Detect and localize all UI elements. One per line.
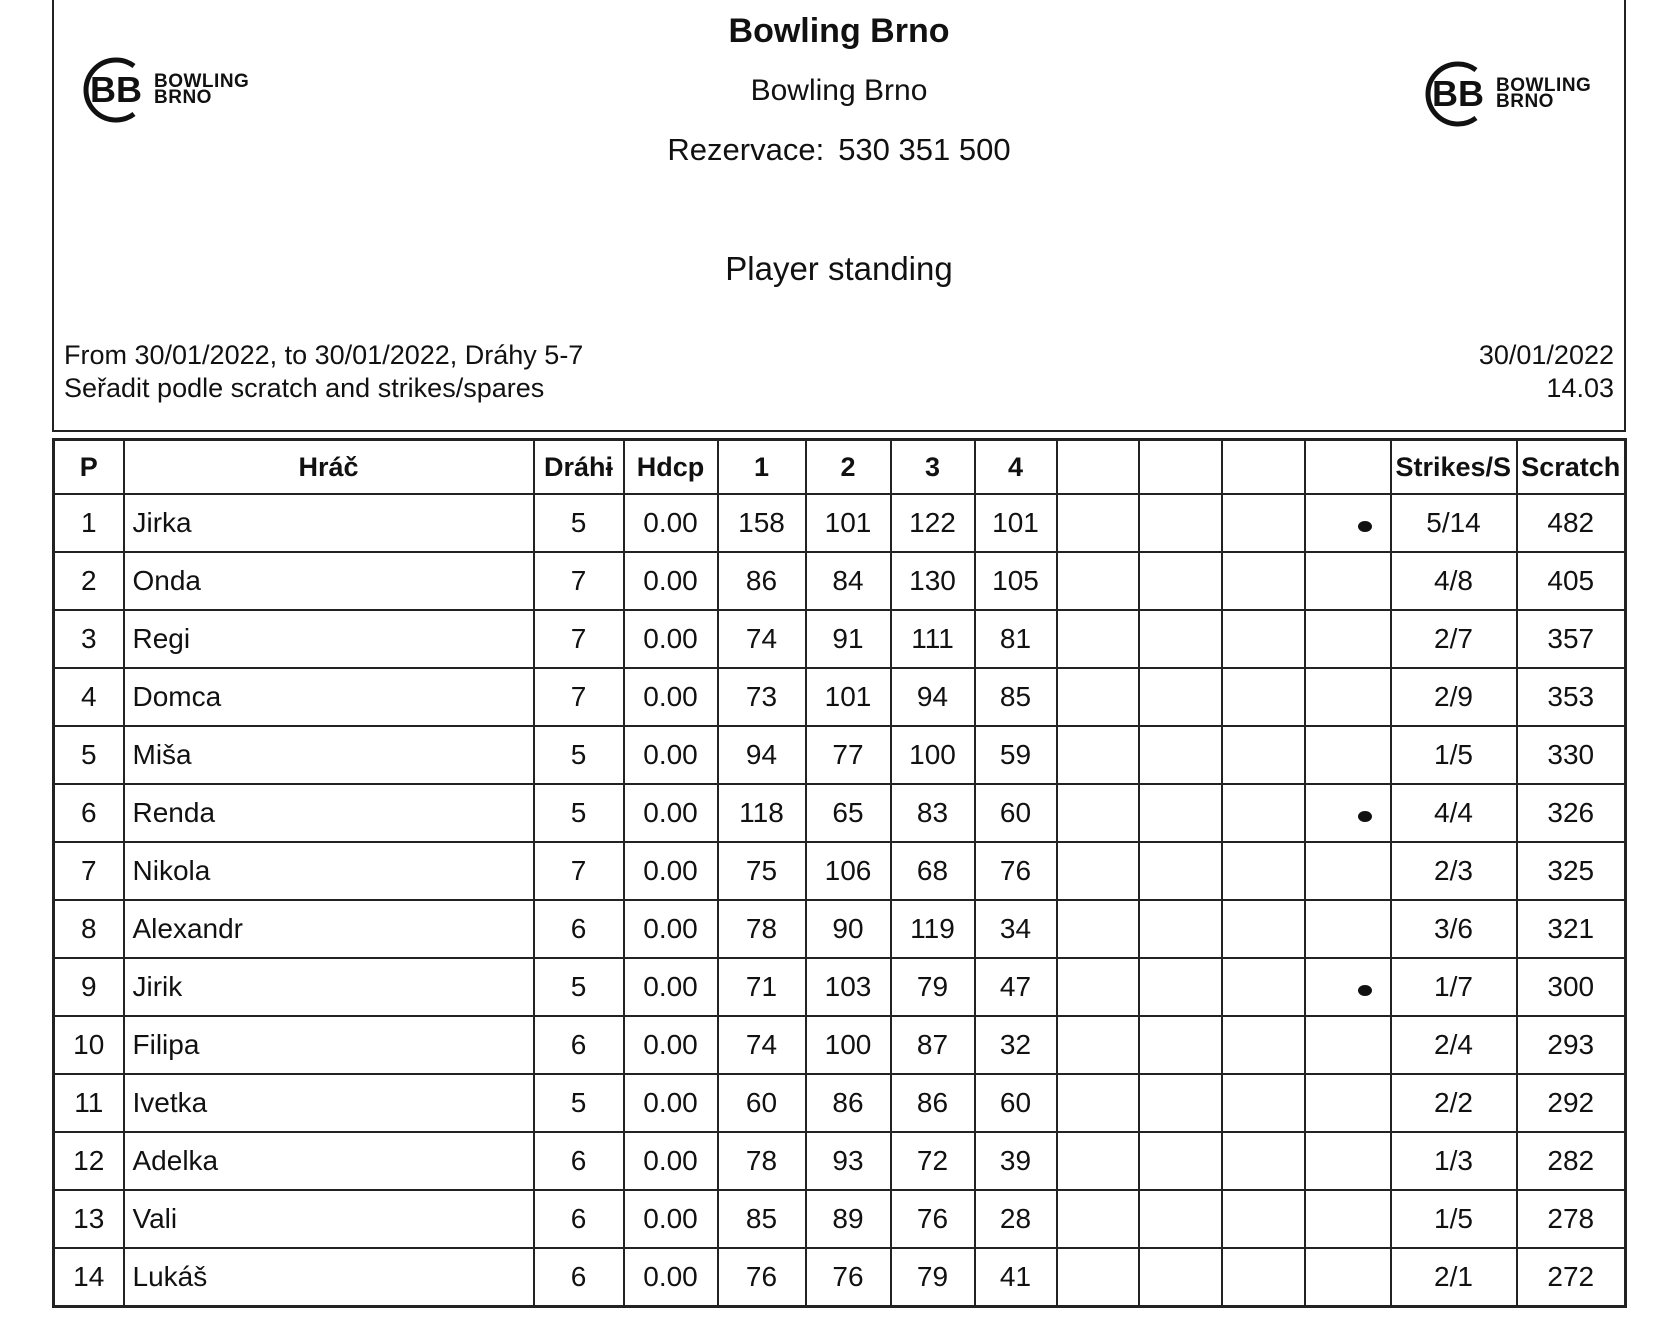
col-game-4-cell: 101 <box>975 494 1057 552</box>
logo-mark: BB <box>1432 73 1484 114</box>
col-handicap-cell: 0.00 <box>624 1016 718 1074</box>
col-lane-cell: 6 <box>534 1016 624 1074</box>
col-position-cell: 14 <box>54 1248 124 1307</box>
col-strikes-spares-header: Strikes/S <box>1391 440 1517 495</box>
col-game-3-cell: 94 <box>891 668 975 726</box>
col-empty-7-cell <box>1222 726 1305 784</box>
col-position-cell: 8 <box>54 900 124 958</box>
logo-line-2: BRNO <box>154 87 212 108</box>
col-game-4-cell: 60 <box>975 1074 1057 1132</box>
col-lane-cell: 6 <box>534 1190 624 1248</box>
logo-mark: BB <box>90 69 142 110</box>
col-scratch-cell: 292 <box>1517 1074 1626 1132</box>
col-scratch-cell: 357 <box>1517 610 1626 668</box>
col-player-cell: Alexandr <box>124 900 534 958</box>
col-game-3-cell: 72 <box>891 1132 975 1190</box>
col-position-cell: 5 <box>54 726 124 784</box>
col-scratch-cell: 353 <box>1517 668 1626 726</box>
col-game-3-cell: 76 <box>891 1190 975 1248</box>
col-empty-7-cell <box>1222 842 1305 900</box>
col-lane-header: Dráhɨ <box>534 440 624 495</box>
col-game-3-cell: 68 <box>891 842 975 900</box>
col-game-2-cell: 84 <box>806 552 891 610</box>
col-empty-5-header <box>1057 440 1139 495</box>
col-empty-5-cell <box>1057 726 1139 784</box>
col-game-1-cell: 118 <box>718 784 806 842</box>
col-strikes-spares-cell: 2/3 <box>1391 842 1517 900</box>
table-row <box>54 494 1626 552</box>
col-lane-cell: 7 <box>534 610 624 668</box>
col-scratch-header: Scratch <box>1517 440 1626 495</box>
col-empty-6-cell <box>1139 1074 1222 1132</box>
col-handicap-cell: 0.00 <box>624 668 718 726</box>
col-empty-8-cell <box>1305 726 1391 784</box>
col-empty-7-cell <box>1222 494 1305 552</box>
col-game-2-cell: 65 <box>806 784 891 842</box>
col-scratch-cell: 482 <box>1517 494 1626 552</box>
col-lane-cell: 5 <box>534 784 624 842</box>
col-position-cell: 6 <box>54 784 124 842</box>
print-time: 14.03 <box>1546 373 1614 403</box>
col-game-2-cell: 103 <box>806 958 891 1016</box>
col-game-3-cell: 79 <box>891 1248 975 1307</box>
col-scratch-cell: 293 <box>1517 1016 1626 1074</box>
table-row <box>54 1190 1626 1248</box>
col-empty-8-cell <box>1305 1132 1391 1190</box>
col-game-1-cell: 158 <box>718 494 806 552</box>
sort-order: Seřadit podle scratch and strikes/spares <box>64 373 545 403</box>
col-game-1-cell: 76 <box>718 1248 806 1307</box>
col-strikes-spares-cell: 2/4 <box>1391 1016 1517 1074</box>
col-handicap-cell: 0.00 <box>624 494 718 552</box>
col-empty-6-cell <box>1139 1016 1222 1074</box>
venue-title: Bowling Brno <box>728 12 950 50</box>
report-title: Player standing <box>725 250 953 287</box>
col-position-cell: 13 <box>54 1190 124 1248</box>
table-row <box>54 1016 1626 1074</box>
col-empty-6-cell <box>1139 726 1222 784</box>
col-empty-7-header <box>1222 440 1305 495</box>
col-empty-6-cell <box>1139 1248 1222 1307</box>
col-player-cell: Ivetka <box>124 1074 534 1132</box>
col-empty-8-cell <box>1305 668 1391 726</box>
col-game-3-cell: 79 <box>891 958 975 1016</box>
col-lane-cell: 7 <box>534 668 624 726</box>
col-player-cell: Jirik <box>124 958 534 1016</box>
table-row <box>54 1074 1626 1132</box>
col-empty-5-cell <box>1057 668 1139 726</box>
col-empty-6-cell <box>1139 784 1222 842</box>
col-position-cell: 1 <box>54 494 124 552</box>
col-handicap-cell: 0.00 <box>624 900 718 958</box>
col-position-cell: 12 <box>54 1132 124 1190</box>
logo-line-1: BOWLING <box>1496 75 1592 96</box>
col-game-1-cell: 94 <box>718 726 806 784</box>
col-handicap-cell: 0.00 <box>624 784 718 842</box>
col-player-cell: Regi <box>124 610 534 668</box>
col-game-4-cell: 47 <box>975 958 1057 1016</box>
col-game-2-cell: 86 <box>806 1074 891 1132</box>
col-lane-cell: 5 <box>534 1074 624 1132</box>
col-game-4-cell: 105 <box>975 552 1057 610</box>
col-position-cell: 11 <box>54 1074 124 1132</box>
table-row <box>54 1248 1626 1307</box>
col-strikes-spares-cell: 2/1 <box>1391 1248 1517 1307</box>
col-empty-6-cell <box>1139 494 1222 552</box>
col-lane-cell: 6 <box>534 900 624 958</box>
col-game-4-header: 4 <box>975 440 1057 495</box>
col-empty-8-cell <box>1305 784 1391 842</box>
venue-subtitle: Bowling Brno <box>750 74 928 107</box>
col-scratch-cell: 330 <box>1517 726 1626 784</box>
col-empty-5-cell <box>1057 494 1139 552</box>
col-handicap-cell: 0.00 <box>624 610 718 668</box>
col-handicap-header: Hdcp <box>624 440 718 495</box>
col-empty-5-cell <box>1057 1132 1139 1190</box>
col-game-1-cell: 78 <box>718 900 806 958</box>
reservation-number: 530 351 500 <box>838 132 1011 167</box>
col-empty-6-cell <box>1139 900 1222 958</box>
col-strikes-spares-cell: 5/14 <box>1391 494 1517 552</box>
col-scratch-cell: 325 <box>1517 842 1626 900</box>
col-player-cell: Lukáš <box>124 1248 534 1307</box>
col-scratch-cell: 321 <box>1517 900 1626 958</box>
standings-table <box>52 438 1627 1308</box>
filter-range: From 30/01/2022, to 30/01/2022, Dráhy 5-7 <box>64 340 584 370</box>
col-handicap-cell: 0.00 <box>624 1132 718 1190</box>
col-game-1-cell: 71 <box>718 958 806 1016</box>
col-game-3-cell: 100 <box>891 726 975 784</box>
reservation-line <box>54 132 1624 168</box>
col-game-1-cell: 74 <box>718 610 806 668</box>
table-row <box>54 784 1626 842</box>
col-empty-7-cell <box>1222 1248 1305 1307</box>
col-empty-6-cell <box>1139 668 1222 726</box>
col-position-cell: 9 <box>54 958 124 1016</box>
col-lane-cell: 7 <box>534 842 624 900</box>
col-empty-6-header <box>1139 440 1222 495</box>
col-empty-5-cell <box>1057 1248 1139 1307</box>
pen-mark-dot <box>1358 521 1372 532</box>
col-scratch-cell: 278 <box>1517 1190 1626 1248</box>
col-empty-5-cell <box>1057 1190 1139 1248</box>
col-position-cell: 2 <box>54 552 124 610</box>
table-row <box>54 900 1626 958</box>
col-player-cell: Onda <box>124 552 534 610</box>
logo-line-1: BOWLING <box>154 71 250 92</box>
col-empty-8-cell <box>1305 610 1391 668</box>
col-empty-7-cell <box>1222 552 1305 610</box>
col-empty-7-cell <box>1222 1074 1305 1132</box>
col-empty-5-cell <box>1057 610 1139 668</box>
col-position-cell: 7 <box>54 842 124 900</box>
col-game-1-cell: 75 <box>718 842 806 900</box>
col-lane-cell: 6 <box>534 1248 624 1307</box>
col-empty-8-cell <box>1305 842 1391 900</box>
col-scratch-cell: 326 <box>1517 784 1626 842</box>
col-game-4-cell: 85 <box>975 668 1057 726</box>
col-scratch-cell: 405 <box>1517 552 1626 610</box>
col-player-header: Hráč <box>124 440 534 495</box>
col-game-1-cell: 85 <box>718 1190 806 1248</box>
col-game-4-cell: 34 <box>975 900 1057 958</box>
col-scratch-cell: 272 <box>1517 1248 1626 1307</box>
col-game-4-cell: 81 <box>975 610 1057 668</box>
table-row <box>54 1132 1626 1190</box>
col-game-4-cell: 28 <box>975 1190 1057 1248</box>
col-position-cell: 3 <box>54 610 124 668</box>
col-game-2-cell: 101 <box>806 494 891 552</box>
col-player-cell: Nikola <box>124 842 534 900</box>
col-empty-8-cell <box>1305 552 1391 610</box>
logo-line-2: BRNO <box>1496 91 1554 112</box>
col-empty-7-cell <box>1222 1016 1305 1074</box>
col-handicap-cell: 0.00 <box>624 552 718 610</box>
col-game-2-cell: 106 <box>806 842 891 900</box>
col-game-2-cell: 89 <box>806 1190 891 1248</box>
col-handicap-cell: 0.00 <box>624 1190 718 1248</box>
col-game-4-cell: 39 <box>975 1132 1057 1190</box>
col-position-cell: 10 <box>54 1016 124 1074</box>
col-game-3-header: 3 <box>891 440 975 495</box>
col-empty-8-cell <box>1305 1248 1391 1307</box>
col-player-cell: Miša <box>124 726 534 784</box>
col-strikes-spares-cell: 2/9 <box>1391 668 1517 726</box>
col-position-cell: 4 <box>54 668 124 726</box>
col-handicap-cell: 0.00 <box>624 1248 718 1307</box>
col-position-header: P <box>54 440 124 495</box>
col-game-1-header: 1 <box>718 440 806 495</box>
col-strikes-spares-cell: 2/2 <box>1391 1074 1517 1132</box>
col-player-cell: Domca <box>124 668 534 726</box>
col-game-3-cell: 130 <box>891 552 975 610</box>
col-player-cell: Vali <box>124 1190 534 1248</box>
reservation-label: Rezervace: <box>667 132 825 167</box>
col-empty-6-cell <box>1139 610 1222 668</box>
col-empty-7-cell <box>1222 900 1305 958</box>
col-game-3-cell: 87 <box>891 1016 975 1074</box>
report-header <box>52 0 1626 432</box>
col-empty-5-cell <box>1057 900 1139 958</box>
col-empty-8-cell <box>1305 900 1391 958</box>
col-handicap-cell: 0.00 <box>624 726 718 784</box>
col-game-2-cell: 90 <box>806 900 891 958</box>
col-game-4-cell: 32 <box>975 1016 1057 1074</box>
col-game-3-cell: 119 <box>891 900 975 958</box>
pen-mark-dot <box>1358 985 1372 996</box>
col-empty-6-cell <box>1139 958 1222 1016</box>
col-strikes-spares-cell: 1/7 <box>1391 958 1517 1016</box>
col-empty-7-cell <box>1222 958 1305 1016</box>
col-game-2-header: 2 <box>806 440 891 495</box>
col-game-4-cell: 41 <box>975 1248 1057 1307</box>
col-empty-7-cell <box>1222 1132 1305 1190</box>
col-scratch-cell: 300 <box>1517 958 1626 1016</box>
col-lane-cell: 7 <box>534 552 624 610</box>
pen-mark-dot <box>1358 811 1372 822</box>
col-game-4-cell: 59 <box>975 726 1057 784</box>
col-game-3-cell: 86 <box>891 1074 975 1132</box>
col-game-2-cell: 100 <box>806 1016 891 1074</box>
col-game-1-cell: 73 <box>718 668 806 726</box>
col-handicap-cell: 0.00 <box>624 1074 718 1132</box>
col-lane-cell: 6 <box>534 1132 624 1190</box>
col-game-1-cell: 74 <box>718 1016 806 1074</box>
col-empty-8-cell <box>1305 1016 1391 1074</box>
col-empty-7-cell <box>1222 784 1305 842</box>
col-empty-5-cell <box>1057 958 1139 1016</box>
col-strikes-spares-cell: 1/3 <box>1391 1132 1517 1190</box>
col-strikes-spares-cell: 2/7 <box>1391 610 1517 668</box>
col-empty-5-cell <box>1057 552 1139 610</box>
col-strikes-spares-cell: 4/8 <box>1391 552 1517 610</box>
col-strikes-spares-cell: 1/5 <box>1391 726 1517 784</box>
col-empty-6-cell <box>1139 552 1222 610</box>
col-game-1-cell: 86 <box>718 552 806 610</box>
col-empty-5-cell <box>1057 842 1139 900</box>
col-empty-8-cell <box>1305 494 1391 552</box>
col-game-2-cell: 101 <box>806 668 891 726</box>
col-empty-5-cell <box>1057 1016 1139 1074</box>
col-empty-8-header <box>1305 440 1391 495</box>
col-empty-8-cell <box>1305 958 1391 1016</box>
table-row <box>54 552 1626 610</box>
table-row <box>54 726 1626 784</box>
col-game-1-cell: 78 <box>718 1132 806 1190</box>
table-row <box>54 610 1626 668</box>
col-empty-5-cell <box>1057 1074 1139 1132</box>
col-lane-cell: 5 <box>534 494 624 552</box>
col-empty-5-cell <box>1057 784 1139 842</box>
col-empty-7-cell <box>1222 1190 1305 1248</box>
col-handicap-cell: 0.00 <box>624 958 718 1016</box>
col-game-3-cell: 122 <box>891 494 975 552</box>
table-row <box>54 842 1626 900</box>
col-game-4-cell: 76 <box>975 842 1057 900</box>
col-game-4-cell: 60 <box>975 784 1057 842</box>
col-game-1-cell: 60 <box>718 1074 806 1132</box>
col-handicap-cell: 0.00 <box>624 842 718 900</box>
col-empty-6-cell <box>1139 842 1222 900</box>
col-lane-cell: 5 <box>534 958 624 1016</box>
col-game-2-cell: 93 <box>806 1132 891 1190</box>
col-strikes-spares-cell: 4/4 <box>1391 784 1517 842</box>
col-lane-cell: 5 <box>534 726 624 784</box>
col-player-cell: Adelka <box>124 1132 534 1190</box>
col-empty-7-cell <box>1222 668 1305 726</box>
col-player-cell: Renda <box>124 784 534 842</box>
col-game-2-cell: 77 <box>806 726 891 784</box>
print-date: 30/01/2022 <box>1478 340 1614 370</box>
col-empty-8-cell <box>1305 1074 1391 1132</box>
col-player-cell: Filipa <box>124 1016 534 1074</box>
table-row <box>54 668 1626 726</box>
col-game-3-cell: 111 <box>891 610 975 668</box>
col-empty-7-cell <box>1222 610 1305 668</box>
table-header-row <box>54 440 1626 495</box>
col-scratch-cell: 282 <box>1517 1132 1626 1190</box>
col-player-cell: Jirka <box>124 494 534 552</box>
col-empty-6-cell <box>1139 1190 1222 1248</box>
col-game-2-cell: 76 <box>806 1248 891 1307</box>
table-row <box>54 958 1626 1016</box>
table-body <box>54 494 1626 1307</box>
col-empty-6-cell <box>1139 1132 1222 1190</box>
col-strikes-spares-cell: 1/5 <box>1391 1190 1517 1248</box>
col-strikes-spares-cell: 3/6 <box>1391 900 1517 958</box>
col-game-3-cell: 83 <box>891 784 975 842</box>
col-game-2-cell: 91 <box>806 610 891 668</box>
col-empty-8-cell <box>1305 1190 1391 1248</box>
